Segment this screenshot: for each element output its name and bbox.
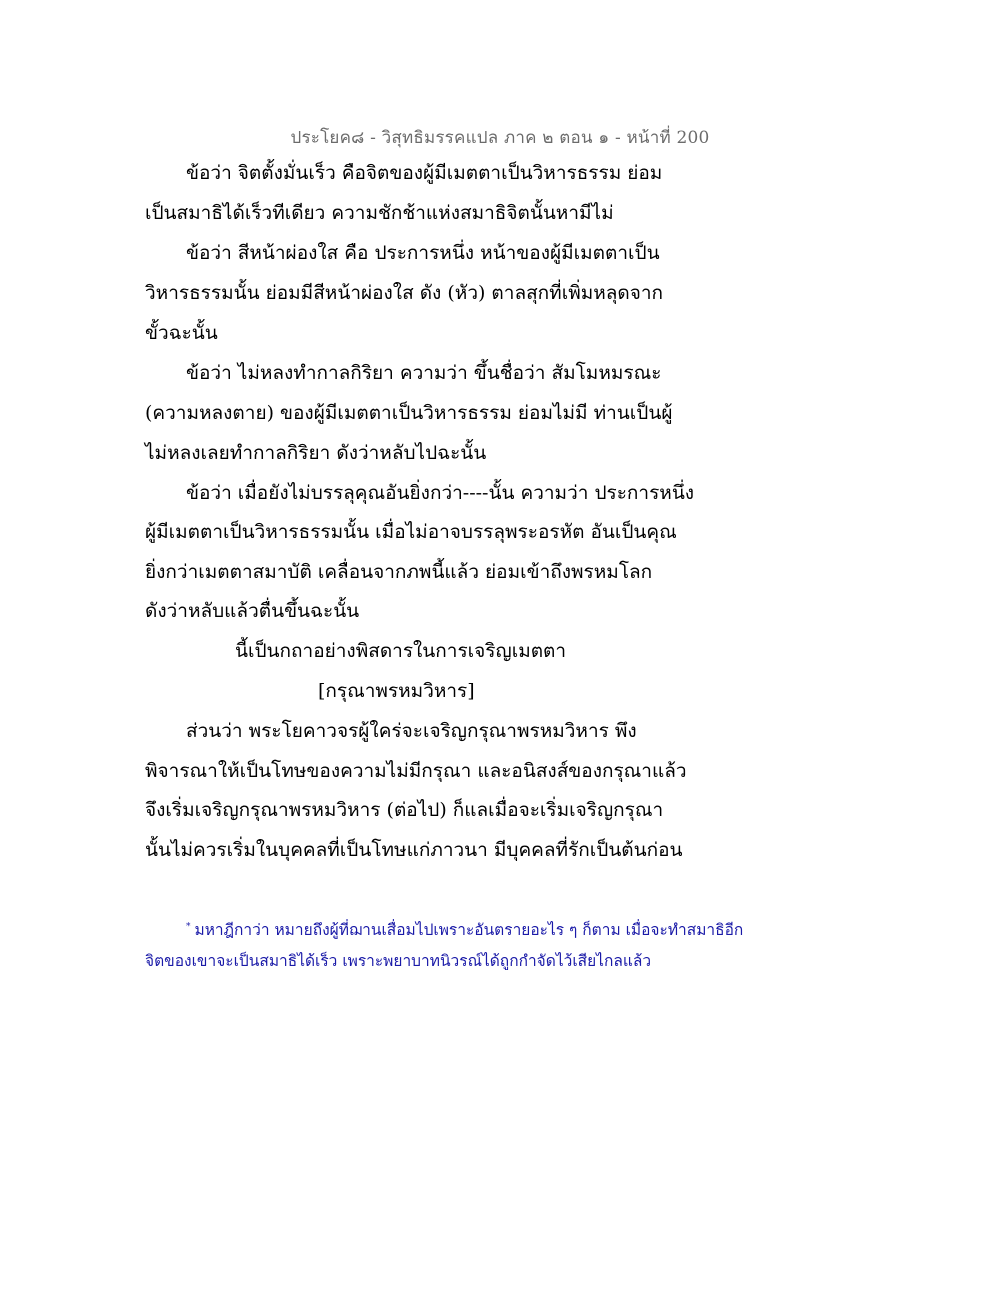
body-line: นั้นไม่ควรเริ่มในบุคคลที่เป็นโทษแก่ภาวนา มีบุคคลที่รักเป็นต้นก่อน — [145, 839, 683, 861]
footnote-marker: * — [186, 922, 191, 932]
footnote-line-1 — [186, 916, 743, 941]
body-line: ข้อว่า สีหน้าผ่องใส คือ ประการหนึ่ง หน้าของผู้มีเมตตาเป็น — [186, 242, 660, 264]
body-line: ดังว่าหลับแล้วตื่นขึ้นฉะนั้น — [145, 600, 360, 622]
body-line: ยิ่งกว่าเมตตาสมาบัติ เคลื่อนจากภพนี้แล้ว ย่อมเข้าถึงพรหมโลก — [145, 561, 653, 583]
body-line: ผู้มีเมตตาเป็นวิหารธรรมนั้น เมื่อไม่อาจบรรลุพระอรหัต อันเป็นคุณ — [145, 521, 677, 543]
body-line: วิหารธรรมนั้น ย่อมมีสีหน้าผ่องใส ดัง (หัว) ตาลสุกที่เพิ่มหลุดจาก — [145, 282, 664, 304]
body-line: เป็นสมาธิได้เร็วทีเดียว ความชักช้าแห่งสมาธิจิตนั้นหามีไม่ — [145, 202, 614, 224]
body-line: จึงเริ่มเจริญกรุณาพรหมวิหาร (ต่อไป) ก็แลเมื่อจะเริ่มเจริญกรุณา — [145, 799, 664, 821]
body-line: ขั้วฉะนั้น — [145, 322, 218, 344]
body-line: ข้อว่า ไม่หลงทำกาลกิริยา ความว่า ขึ้นชื่อว่า สัมโมหมรณะ — [186, 362, 662, 384]
footnote-text-1: มหาฎีกาว่า หมายถึงผู้ที่ฌานเสื่อมไปเพราะอันตรายอะไร ๆ ก็ตาม เมื่อจะทำสมาธิอีก — [194, 921, 744, 940]
body-line: ส่วนว่า พระโยคาวจรผู้ใคร่จะเจริญกรุณาพรหมวิหาร พึง — [186, 720, 637, 742]
body-line: พิจารณาให้เป็นโทษของความไม่มีกรุณา และอนิสงส์ของกรุณาแล้ว — [145, 760, 687, 782]
body-line: ข้อว่า เมื่อยังไม่บรรลุคุณอันยิ่งกว่า----นั้น ความว่า ประการหนึ่ง — [186, 482, 695, 504]
body-line: ข้อว่า จิตตั้งมั่นเร็ว คือจิตของผู้มีเมตตาเป็นวิหารธรรม ย่อม — [186, 162, 663, 184]
body-line: ไม่หลงเลยทำกาลกิริยา ดังว่าหลับไปฉะนั้น — [145, 442, 487, 464]
running-header: ประโยค๘ - วิสุทธิมรรคแปล ภาค ๒ ตอน ๑ - หน้าที่ 200 — [290, 128, 710, 148]
body-line: (ความหลงตาย) ของผู้มีเมตตาเป็นวิหารธรรม ย่อมไม่มี ท่านเป็นผู้ — [145, 402, 673, 424]
section-heading: [กรุณาพรหมวิหาร] — [318, 680, 475, 702]
section-closing-line: นี้เป็นกถาอย่างพิสดารในการเจริญเมตตา — [235, 640, 567, 662]
footnote-line-2: จิตของเขาจะเป็นสมาธิได้เร็ว เพราะพยาบาทนิวรณ์ได้ถูกกำจัดไว้เสียไกลแล้ว — [145, 952, 652, 970]
